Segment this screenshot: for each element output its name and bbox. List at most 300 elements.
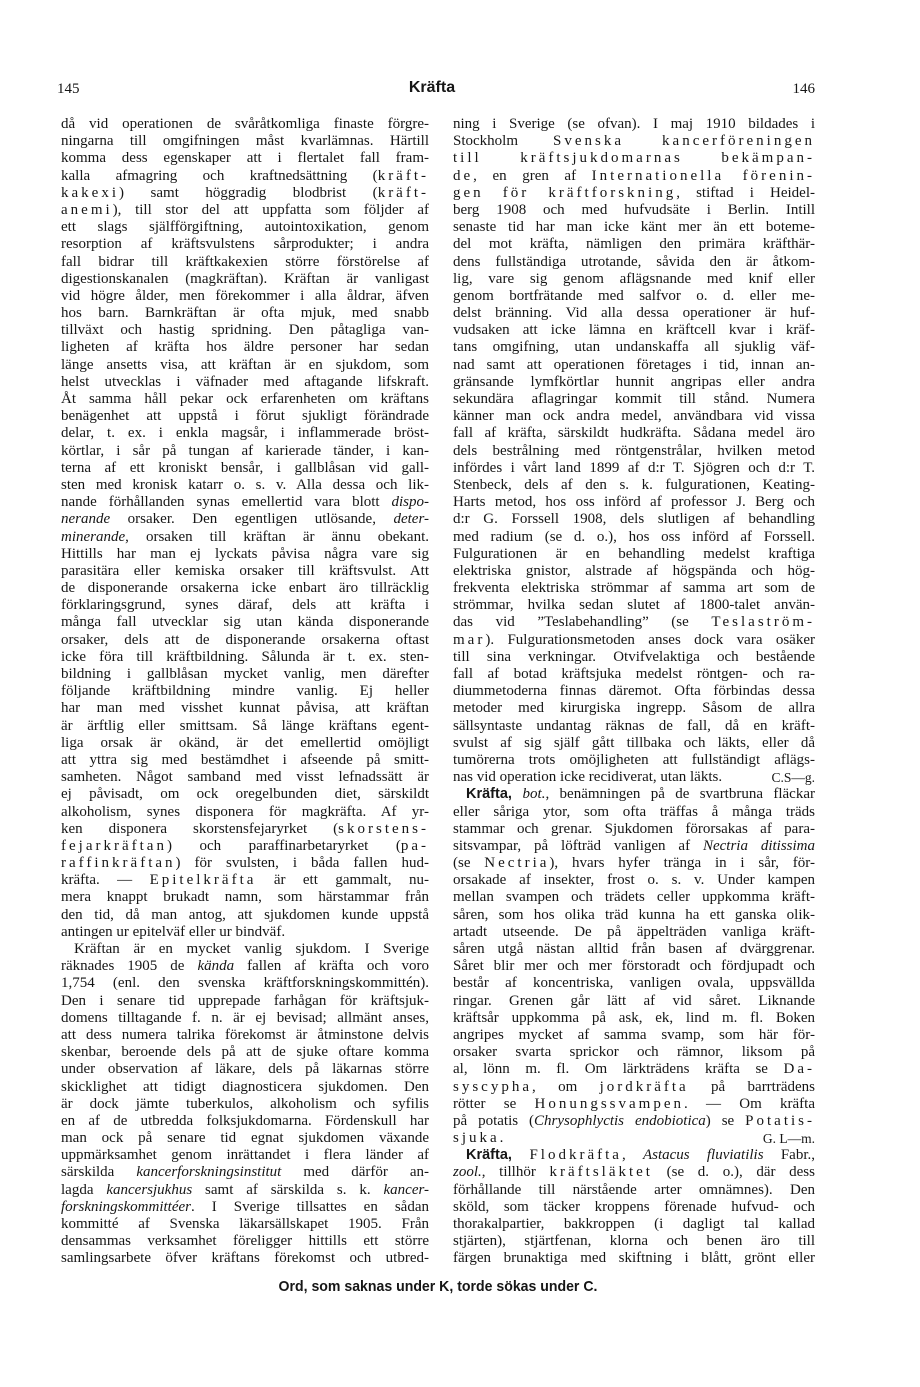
text-run: elektriska gnistor, alstrade af högspända och hög- [453,562,815,579]
text-line [61,649,429,666]
text-line [453,872,815,889]
text-line [61,219,429,236]
text-run: Kräftan är en mycket vanlig sjukdom. I Sverige [74,941,429,957]
text-line [61,494,429,511]
text-run: nas vid operation icke recidiverat, utan läkts. [453,769,723,786]
text-run: den tid, då man antog, att sjukdomen kunde uppstå [61,906,429,923]
text-run: tumörerna trots omöjligheten att fullständigt aflägs- [453,751,815,768]
signature: G. L—m. [762,1131,815,1147]
text-line [453,1130,815,1147]
text-line [453,185,815,202]
text-line [453,288,815,305]
text-run: orsaker, dels att de disponerande orsakerna oftast [61,631,429,648]
text-line [61,288,429,305]
text-line [453,1182,815,1199]
text-run: ), till stor del att uppfatta som följder af [112,201,429,218]
text-line [61,133,429,150]
text-line [61,529,429,546]
text-line [453,254,815,271]
italic-text: Nectria ditissima [702,837,815,854]
text-line [453,1250,815,1267]
spaced-text: mar [453,631,486,648]
text-line [61,168,429,185]
text-run: liga orsak är okänd, är det emellertid omöjligt [61,734,429,751]
spaced-text: Flodkräfta [529,1147,622,1164]
text-line [453,1199,815,1216]
text-run: Åt samma håll pekar ock erfarenheten om kräftans [61,391,429,407]
text-line [453,786,815,803]
text-line [453,219,815,236]
spaced-text: skorstens- [338,820,429,837]
text-run: man ock på senare tid egnat sjukdomen växande [61,1130,429,1147]
text-line [453,941,815,958]
text-line [453,1147,815,1164]
text-run: på barrträdens [688,1078,815,1095]
text-line [61,460,429,477]
text-run: Fulgurationen är en behandling medelst kraftiga [453,545,815,562]
text-run: orsakade af insekter, frost o. s. v. Under kampen [453,872,815,889]
text-run: är ärftlig eller smittsam. Så länge kräftans egent- [61,717,429,734]
text-run: består af koncentriska, vanligen ovala, uppsvällda [453,975,815,992]
text-run: . [499,1130,504,1147]
text-line [61,511,429,528]
text-run: särskilda [61,1164,137,1181]
text-line [453,1079,815,1096]
text-run: Hittills har man ej lyckats påvisa några vare sig [61,545,429,562]
text-line [61,786,429,803]
italic-text: kancer- [383,1181,429,1198]
text-run: ett slags själfförgiftning, autointoxikation, genom [61,219,429,236]
text-run: uppmärksamhet genom inrättandet i flera länder af [61,1147,429,1164]
text-line [453,855,815,872]
page-number-right: 146 [792,81,815,97]
text-line [61,907,429,924]
text-run: under observation af läkare, dels på läkarnas större [61,1061,429,1078]
text-run: en af de utbredda folksjukdomarna. Fördenskull har [61,1112,429,1129]
footer-note: Ord, som saknas under K, torde sökas under C. [278,1278,598,1295]
text-line [61,872,429,889]
text-run: är dock jämte tuberkulos, alkoholism och syfilis [61,1095,429,1112]
spaced-text: Epitelkräfta [149,872,257,889]
italic-text: deter- [393,511,429,528]
text-run: ) se [705,1112,746,1129]
text-line [61,1147,429,1164]
text-run: tillväxt och hastig spridning. Den påtagliga van- [61,322,429,339]
text-line [61,889,429,906]
text-run: infördes i vårt land 1899 af d:r T. Sjögren och d:r T. [453,459,815,476]
text-run: räknades 1905 de [61,958,198,975]
text-run: senaste tid har man icke känt mer än ett boteme- [453,219,815,236]
text-line [61,614,429,631]
text-run: frekventa elektriska strömmar af samma art som de [453,580,815,597]
italic-text: minerande [61,528,126,545]
text-run: hos barn. Barnkräftan är ofta mjuk, med snabb [61,305,429,322]
text-run: följande kräftbildning mindre vanlig. Ej heller [61,683,429,700]
text-run: fallen af kräfta och voro [234,958,429,975]
text-run: att dess numera talrika förekomst är åtminstone delvis [61,1026,429,1043]
text-run: sten med kronisk katarr o. s. v. Alla dessa och lik- [61,476,429,493]
text-run: vudsaken att icke lämna en kräftcell kvar i kräf- [453,322,815,339]
entry-headword: Kräfta, [466,786,523,803]
text-line [61,1079,429,1096]
italic-text: zool. [453,1164,482,1181]
text-line [453,683,815,700]
text-run: ning i Sverige (se ofvan). I maj 1910 bildades i [453,116,815,132]
italic-text: nerande [61,511,111,528]
text-line [61,735,429,752]
italic-text: bot. [522,786,546,803]
text-run: kalla afmagring och kraftnedsättning ( [61,167,378,184]
text-run: svulst af sig själf gått tillbaka och läkts, eller då [453,734,815,751]
text-run: domens tilltagande f. n. är ej bevisad; allmänt anses, [61,1009,429,1026]
text-line [453,735,815,752]
text-line [61,958,429,975]
text-run: angripes mycket af samma svamp, som här för- [453,1026,815,1043]
spaced-text: till kräftsjukdomarnas bekämpan- [453,150,815,167]
spaced-text: gen för kräftforskning [453,184,677,201]
text-run: , om [532,1078,600,1095]
text-line [61,477,429,494]
text-line [453,511,815,528]
text-run: såren, som hos olika träd kunna ha ett ganska olik- [453,906,815,923]
spaced-text: Svenska kancerföreningen [553,133,815,150]
text-run: känner man ock andra medel, användbara vid vissa [453,408,815,425]
text-line [61,443,429,460]
text-run: 1,754 (enl. den svenska kräftforskningskommittén). [61,975,429,992]
text-line [61,357,429,374]
text-run: till sina verkningar. Otvifvelaktiga och bestående [453,648,815,665]
text-line [453,116,815,133]
text-run: Såret blir mer och mer förstoradt och fördjupadt och [453,958,815,975]
italic-text: forskningskommittéer [61,1198,191,1215]
text-run: tans omgifning, utan undanskaffa all sjuklig väf- [453,339,815,356]
text-run: del mot kräfta, nämligen den primära kräfthär- [453,236,815,253]
text-run: kommitté af Svenska läkarsällskapet 1905. Från [61,1216,429,1232]
text-line [453,546,815,563]
text-line [61,236,429,253]
text-line [453,529,815,546]
text-line [453,236,815,253]
text-run: ) och paraffinarbetaryrket ( [166,837,401,854]
text-line [453,1096,815,1113]
italic-text: Astacus fluviatilis [642,1147,764,1164]
text-line [61,1113,429,1130]
text-run: på potatis ( [453,1112,535,1129]
text-run: länge ansetts visa, att kräftan är en sjukdom, som [61,356,429,373]
spaced-text: kräft- [377,167,429,184]
text-line [61,1044,429,1061]
text-line [453,597,815,614]
text-line [453,975,815,992]
text-line [61,1233,429,1250]
text-line [453,666,815,683]
text-run: då vid operationen de svåråtkomliga finaste förgre- [61,116,429,132]
text-line [453,1027,815,1044]
text-run: förhållande till närstående arter omnämnes). Den [453,1181,815,1198]
right-column [453,116,815,1268]
text-line [61,116,429,133]
text-run: delst bränning. Vid alla dessa operationer är huf- [453,305,815,322]
text-line [61,1164,429,1181]
text-run: orsaker. Den egentligen utlösande, [110,511,394,528]
text-run: fall af botad kräftsjuka medelst röntgen- och ra- [453,666,815,682]
italic-text: kända [197,958,235,975]
text-line [61,838,429,855]
text-run: strömmar, hvilka sedan slutet af 1800-talet använ- [453,597,815,614]
text-line [453,477,815,494]
left-column [61,116,429,1268]
text-line [61,666,429,683]
text-line [61,769,429,786]
text-run: rötter se [453,1095,535,1112]
text-line [61,339,429,356]
italic-text: Chrysophlyctis endobiotica [534,1112,706,1129]
spaced-text: kakexi [61,184,119,201]
text-run: sköld, som täcker kroppens förenade hufvud- och [453,1198,815,1215]
text-line [61,1216,429,1233]
text-line [61,718,429,735]
text-line [453,425,815,442]
text-line [61,1199,429,1216]
text-run: parasitära eller kemiska orsaker till kräftsvulst. Att [61,562,429,579]
text-run: Stockholm [453,133,554,150]
text-line [453,804,815,821]
text-line [61,408,429,425]
text-run: ) för svulsten, i båda fallen hud- [175,855,429,872]
italic-text: dispo- [391,494,429,511]
text-line [61,1250,429,1267]
text-run: lig, vare sig genom aflägsnande med knif eller [453,270,815,287]
spaced-text: Internationella förenin- [591,167,815,184]
text-run: terna af ett kroniskt bensår, i gallblåsan vid gall- [61,459,429,476]
spaced-text: pa- [400,837,429,854]
text-run: kräfta. — [61,872,150,889]
text-run: samt af särskilda s. k. [192,1181,384,1198]
text-run: med därför an- [281,1164,429,1181]
text-line [453,391,815,408]
text-line [61,1130,429,1147]
spaced-text: de [453,167,474,184]
text-line [453,1010,815,1027]
text-run: ken disponera skorstensfejaryrket ( [61,820,339,837]
text-line [61,1061,429,1078]
text-line [61,1182,429,1199]
text-run: har man med visshet kunnat påvisa, att kräftan [61,700,429,717]
text-line [61,322,429,339]
text-run: körtlar, i sår på tungan af karierade tänder, i kan- [61,442,429,459]
text-line [453,357,815,374]
text-run: artadt utseende. De på äppelträden vanliga kräft- [453,923,815,940]
italic-text: kancersjukhus [106,1181,193,1198]
text-run: , benämningen på de svartbruna fläckar [545,786,815,803]
text-run: . I Sverige tillsattes en sådan [190,1198,429,1215]
text-run: ). Fulgurationsmetoden anses dock vara osäker [485,631,815,648]
text-run: sekundära aflagringar kommit till stånd. Numera [453,391,815,407]
text-run: das vid ”Teslabehandling” (se [453,614,712,631]
text-line [61,1010,429,1027]
text-line [61,804,429,821]
text-line [61,546,429,563]
text-line [453,614,815,631]
text-line [453,632,815,649]
text-line [61,391,429,408]
text-line [453,907,815,924]
text-run: många fall utvecklar sig utan kända disponerande [61,614,429,631]
text-line [61,374,429,391]
spaced-text: jordkräfta [599,1078,689,1095]
text-line [453,563,815,580]
text-run: fall bidrar till kräftkakexien större förstörelse af [61,253,429,270]
text-run: berg 1908 och med hufvudsäte i Berlin. Intill [453,201,815,218]
text-run: gränsande lymfkörtlar hunnit angripas eller andra [453,373,815,390]
text-line [453,1233,815,1250]
text-line [453,408,815,425]
text-run: genom bortfrätande med salfvor o. d. eller me- [453,287,815,304]
spaced-text: sjuka [453,1130,500,1147]
text-line [61,563,429,580]
paragraph [453,786,815,1147]
text-line [61,821,429,838]
text-run: metoder med kirurgiska ingrepp. Såsom de allra [453,700,815,717]
text-run: benägenhet att uppstå i förut sjukligt förändrade [61,408,429,425]
text-run: icke föra till kräftbildning. Sålunda är t. ex. sten- [61,648,429,665]
spaced-text: kräftsläktet [549,1164,653,1181]
text-run: samheten. Något samband med visst lefnadssätt är [61,769,429,786]
text-line [453,150,815,167]
text-run: ligheten af kräfta hos äldre personer har sedan [61,339,429,356]
text-run: bildning i gallblåsan mycket vanlig, men därefter [61,666,429,682]
spaced-text: Potatis- [745,1112,815,1129]
text-line [61,683,429,700]
text-line [453,838,815,855]
text-line [453,168,815,185]
text-run: dens fullständiga utrotande, såvida den är åtkom- [453,253,815,270]
spaced-text: anemi [61,201,113,218]
text-run: , orsaken till kräftan är ännu obekant. [125,528,429,545]
page-number-left: 145 [57,81,80,97]
text-run: de disponerande orsakerna icke enbart äro tillräcklig [61,580,429,597]
spaced-text: Teslaström- [711,614,815,631]
text-line [453,718,815,735]
text-line [61,632,429,649]
text-line [61,580,429,597]
text-run: sällsyntaste undantag räknas de fall, då en kräft- [453,717,815,734]
text-line [61,305,429,322]
text-run: d:r G. Forssell 1908, dels slutligen af behandling [453,511,815,528]
signature: C.S—g. [771,770,815,786]
text-line [453,769,815,786]
text-line [453,958,815,975]
text-run: al, lönn m. fl. Om lärkträdens kräfta se [453,1061,784,1078]
text-run: kräftsår uppkomma på ask, ek, lind m. fl. Boken [453,1009,815,1026]
text-run: thorakalpartier, bakkroppen (i dagligt tal kallad [453,1216,815,1232]
text-run: , en gren af [473,167,592,184]
text-run: samlingsarbete öfver kräftans förekomst och utbred- [61,1250,429,1267]
paragraph [453,116,815,786]
text-line [61,752,429,769]
text-run: , stiftad i Heidel- [676,184,815,201]
text-line [453,924,815,941]
text-run: delar, t. ex. i enkla magsår, i inflammerade bröst- [61,425,429,442]
spaced-text: Da- [783,1061,815,1078]
text-line [61,254,429,271]
text-run: . — Om kräfta [684,1095,815,1112]
text-run: fall af kräfta, särskildt hudkräfta. Sådana medel äro [453,425,815,442]
text-run: dels bestrålning med röntgenstrålar, hvilken metod [453,442,815,459]
text-line [453,339,815,356]
text-line [453,271,815,288]
text-run: stammar och grenar. Sjukdomen förorsakas af para- [453,820,815,837]
text-run: (se d. o.), där dess [652,1164,815,1181]
text-line [453,374,815,391]
text-run: (se [453,855,485,872]
text-line [453,700,815,717]
text-line [61,855,429,872]
text-line [61,202,429,219]
text-run: sitsvampar, på löfträd vanligen af [453,837,703,854]
paragraph [61,116,429,941]
text-line [61,425,429,442]
text-line [61,271,429,288]
text-run: Den i senare tid upprepade farhågan för kräftsjuk- [61,992,429,1009]
text-line [453,305,815,322]
text-run: alkoholism, synes disponera för magkräfta. Af yr- [61,803,429,820]
text-run: är ett gammalt, nu- [256,872,429,889]
text-line [61,150,429,167]
text-run: skenbar, beroende dels på att de sjuke oftare komma [61,1044,429,1061]
text-run: ej påvisadt, om ock oregelbunden diet, särskildt [61,786,429,803]
text-line [61,941,429,958]
text-run: helst utvecklas i väfnader med aftagande lifskraft. [61,373,429,390]
text-run: mera knappt brukadt namn, som härstammar från [61,889,429,906]
italic-text: kancerforskningsinstitut [136,1164,282,1181]
text-run: förklaringsgrund, synes däraf, dels att kräfta i [61,597,429,614]
spaced-text: fejarkräftan [61,837,167,854]
text-line [453,889,815,906]
text-line [453,1216,815,1233]
text-run: mellan svampen och trädets celler uppkomma kräft- [453,889,815,906]
text-run: antingen ur epitelväf eller ur bindväf. [61,923,286,940]
text-line [61,975,429,992]
text-line [453,580,815,597]
spaced-text: Honungssvampen [534,1095,684,1112]
text-line [453,494,815,511]
text-run: med radium (se d. o.), hos oss införd af Forssell. [453,528,815,545]
text-run: vid högre ålder, men förekommer i alla åldrar, äfven [61,287,429,304]
text-line [453,821,815,838]
spaced-text: syscypha [453,1078,532,1095]
text-run: ), hvars hyfer tränga in i sår, för- [549,855,815,872]
text-line [453,993,815,1010]
text-line [61,993,429,1010]
text-run: stjärten), stjärtfenan, klorna och benen äro till [453,1233,815,1250]
text-run: Stenbeck, dels af den s. k. fulgurationen, Keating- [453,476,815,493]
text-run: såren utgå nästan alltid från basen af dvärggrenar. [453,941,815,957]
text-line [453,1044,815,1061]
text-line [453,1164,815,1181]
text-run: att yttra sig med bestämdhet i afseende på smitt- [61,751,429,768]
text-line [453,649,815,666]
text-line [453,1113,815,1130]
text-run: färgen brunaktiga med skiftning i blått, grönt eller [453,1250,815,1267]
text-line [453,460,815,477]
text-line [61,1096,429,1113]
text-run: nande förhållanden synas emellertid vara blott [61,494,392,511]
text-run: ) samt höggradig blodbrist ( [118,184,378,201]
text-run: densammas verksamhet föreligger hittills ett större [61,1233,429,1250]
text-run: diummetoderna finnas däremot. Ofta förbindas dessa [453,683,815,700]
text-line [453,133,815,150]
